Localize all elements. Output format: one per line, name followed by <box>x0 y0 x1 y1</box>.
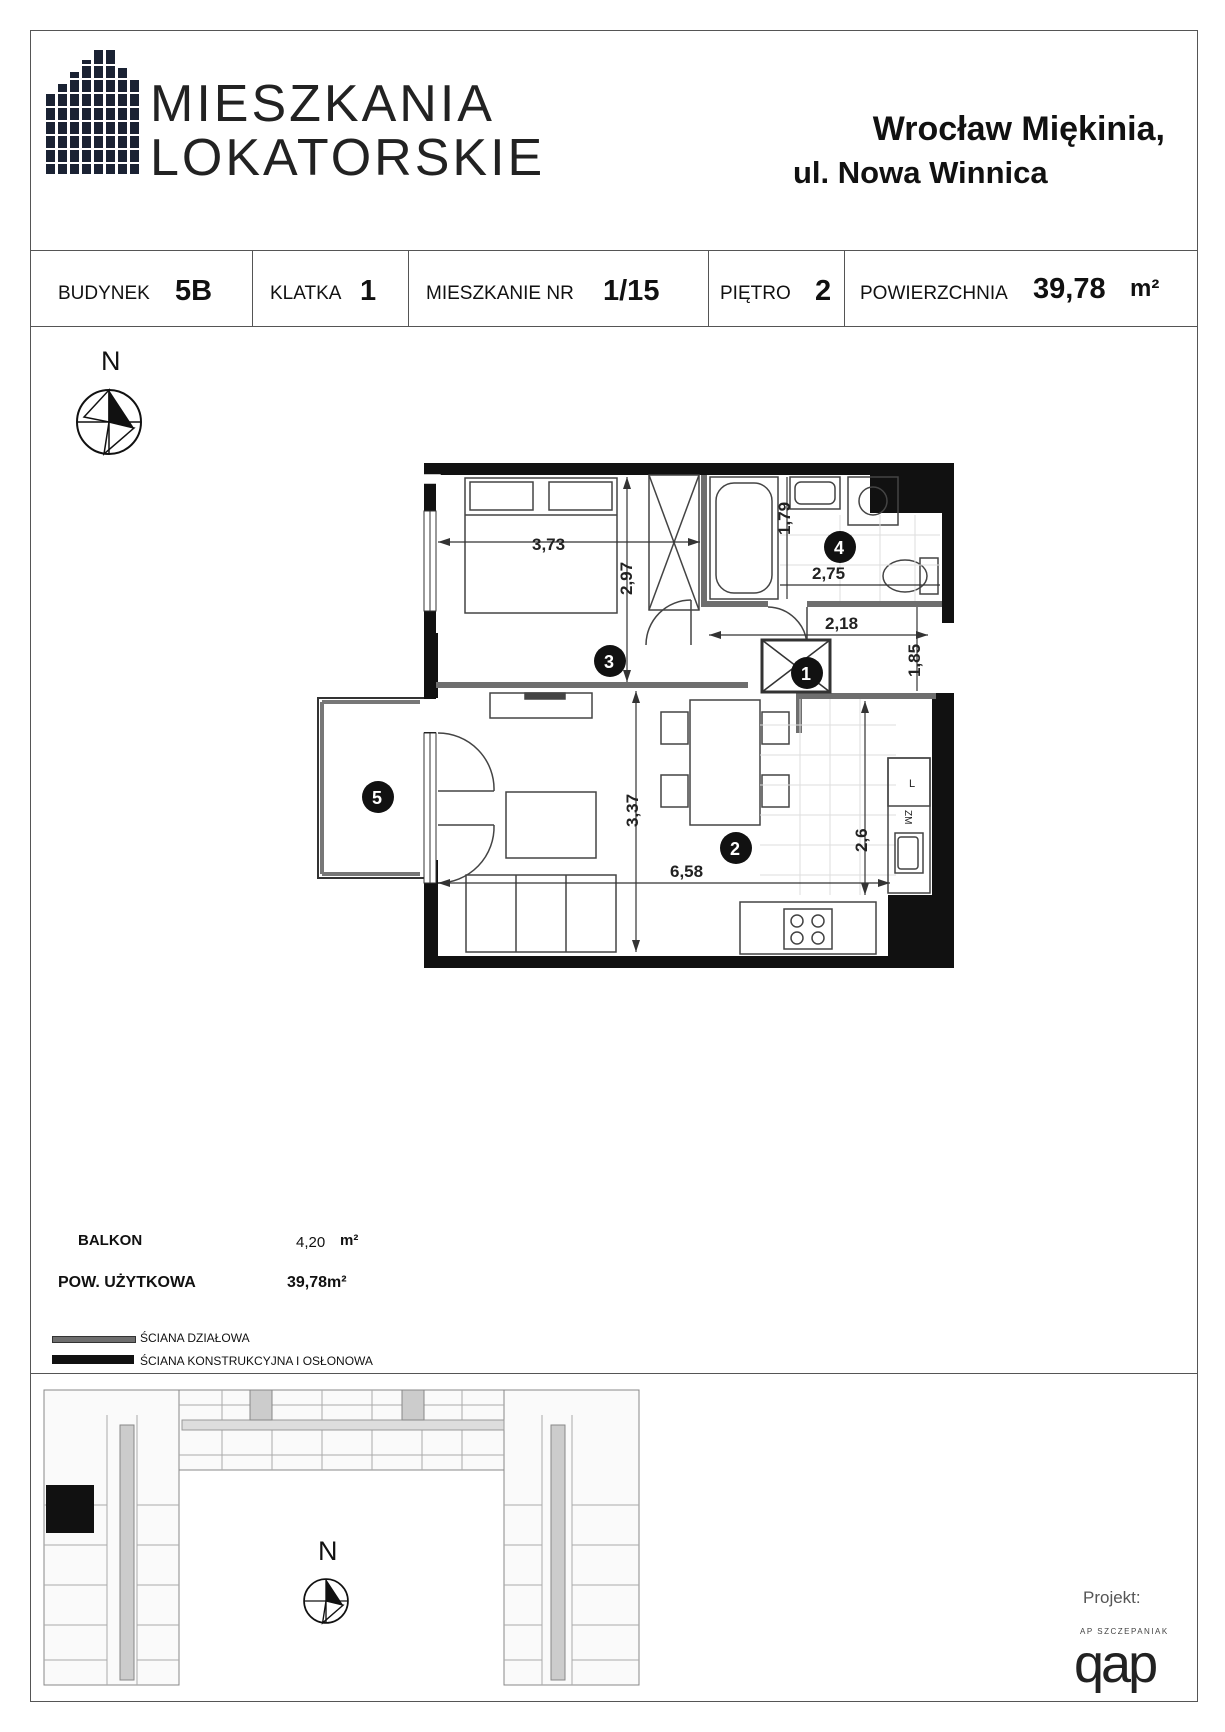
svg-text:3: 3 <box>604 652 615 672</box>
address-city: Wrocław Miękinia, <box>872 110 1165 148</box>
room-marker-2 <box>720 832 752 864</box>
brand-name-line1: MIESZKANIA <box>150 75 495 133</box>
address-street: ul. Nowa Winnica <box>793 155 1048 190</box>
legend-partition-label: ŚCIANA DZIAŁOWA <box>140 1331 250 1345</box>
dim-living-depth: 3,37 <box>623 793 642 827</box>
dim-hall-width: 2,18 <box>825 614 859 633</box>
bathtub <box>710 477 778 599</box>
firm-name: AP SZCZEPANIAK <box>1080 1627 1169 1636</box>
floor-label: PIĘTRO <box>720 283 791 304</box>
info-cell-divider <box>708 250 709 326</box>
svg-text:2: 2 <box>730 839 741 859</box>
info-divider <box>30 326 1198 327</box>
dim-bath-depth: 1,79 <box>775 501 794 535</box>
svg-text:4: 4 <box>834 538 845 558</box>
doors <box>438 600 807 883</box>
highlighted-apartment <box>46 1485 94 1533</box>
balcony-value: 4,20 <box>296 1234 326 1251</box>
site-divider <box>30 1373 1198 1374</box>
building-label: BUDYNEK <box>58 283 150 304</box>
kitchen-tiles <box>760 699 896 895</box>
usable-area-label: POW. UŻYTKOWA <box>58 1274 196 1291</box>
bathroom-sink <box>790 477 840 509</box>
info-cell-divider <box>408 250 409 326</box>
site-plan <box>32 1385 652 1690</box>
usable-area-value: 39,78m² <box>287 1274 347 1291</box>
cooktop <box>784 909 832 949</box>
dim-living-width: 6,58 <box>670 862 704 881</box>
dim-bedroom-depth: 2,97 <box>617 561 636 595</box>
header-divider <box>30 250 1198 251</box>
info-cell-divider <box>844 250 845 326</box>
area-value: 39,78 <box>1033 273 1106 305</box>
svg-text:5: 5 <box>372 788 383 808</box>
area-unit: m² <box>1130 275 1160 302</box>
flat-value: 1/15 <box>603 275 660 307</box>
site-compass-icon <box>302 1577 350 1625</box>
stair-label: KLATKA <box>270 283 342 304</box>
building-value: 5B <box>175 275 213 307</box>
tv-cabinet <box>490 693 592 718</box>
coffee-table <box>506 792 596 858</box>
toilet <box>883 558 938 594</box>
dim-kitchen-depth: 2,6 <box>852 828 871 852</box>
room-marker-1 <box>791 657 823 689</box>
legend-partition-swatch <box>52 1336 136 1343</box>
site-north-label: N <box>318 1536 338 1566</box>
dim-bedroom-width: 3,73 <box>532 535 566 554</box>
dim-hall-depth: 1,85 <box>905 643 924 677</box>
floor-plan <box>300 455 960 975</box>
dining-table <box>661 700 789 825</box>
sofa <box>466 875 616 952</box>
projekt-label: Projekt: <box>1083 1588 1141 1607</box>
compass-icon <box>74 387 144 457</box>
room-marker-3 <box>594 645 626 677</box>
legend-structural-swatch <box>52 1355 134 1364</box>
room-marker-5 <box>362 781 394 813</box>
fridge-label: L <box>909 778 916 790</box>
brand-name-line2: LOKATORSKIE <box>150 129 546 187</box>
dim-bath-width: 2,75 <box>812 564 846 583</box>
bathroom-tiles <box>780 515 940 601</box>
room-marker-4 <box>824 531 856 563</box>
legend-structural-label: ŚCIANA KONSTRUKCYJNA I OSŁONOWA <box>140 1354 373 1368</box>
flat-label: MIESZKANIE NR <box>426 283 574 304</box>
svg-text:1: 1 <box>801 664 812 684</box>
compass-north-label: N <box>101 346 121 376</box>
floor-value: 2 <box>815 275 832 307</box>
balcony-label: BALKON <box>78 1232 143 1249</box>
brand-logo-icon <box>44 48 140 178</box>
stair-value: 1 <box>360 275 377 307</box>
firm-logo: qap <box>1074 1634 1156 1694</box>
balcony-unit: m² <box>340 1232 359 1249</box>
washer-label: ZM <box>902 810 913 825</box>
info-cell-divider <box>252 250 253 326</box>
area-label: POWIERZCHNIA <box>860 283 1008 304</box>
